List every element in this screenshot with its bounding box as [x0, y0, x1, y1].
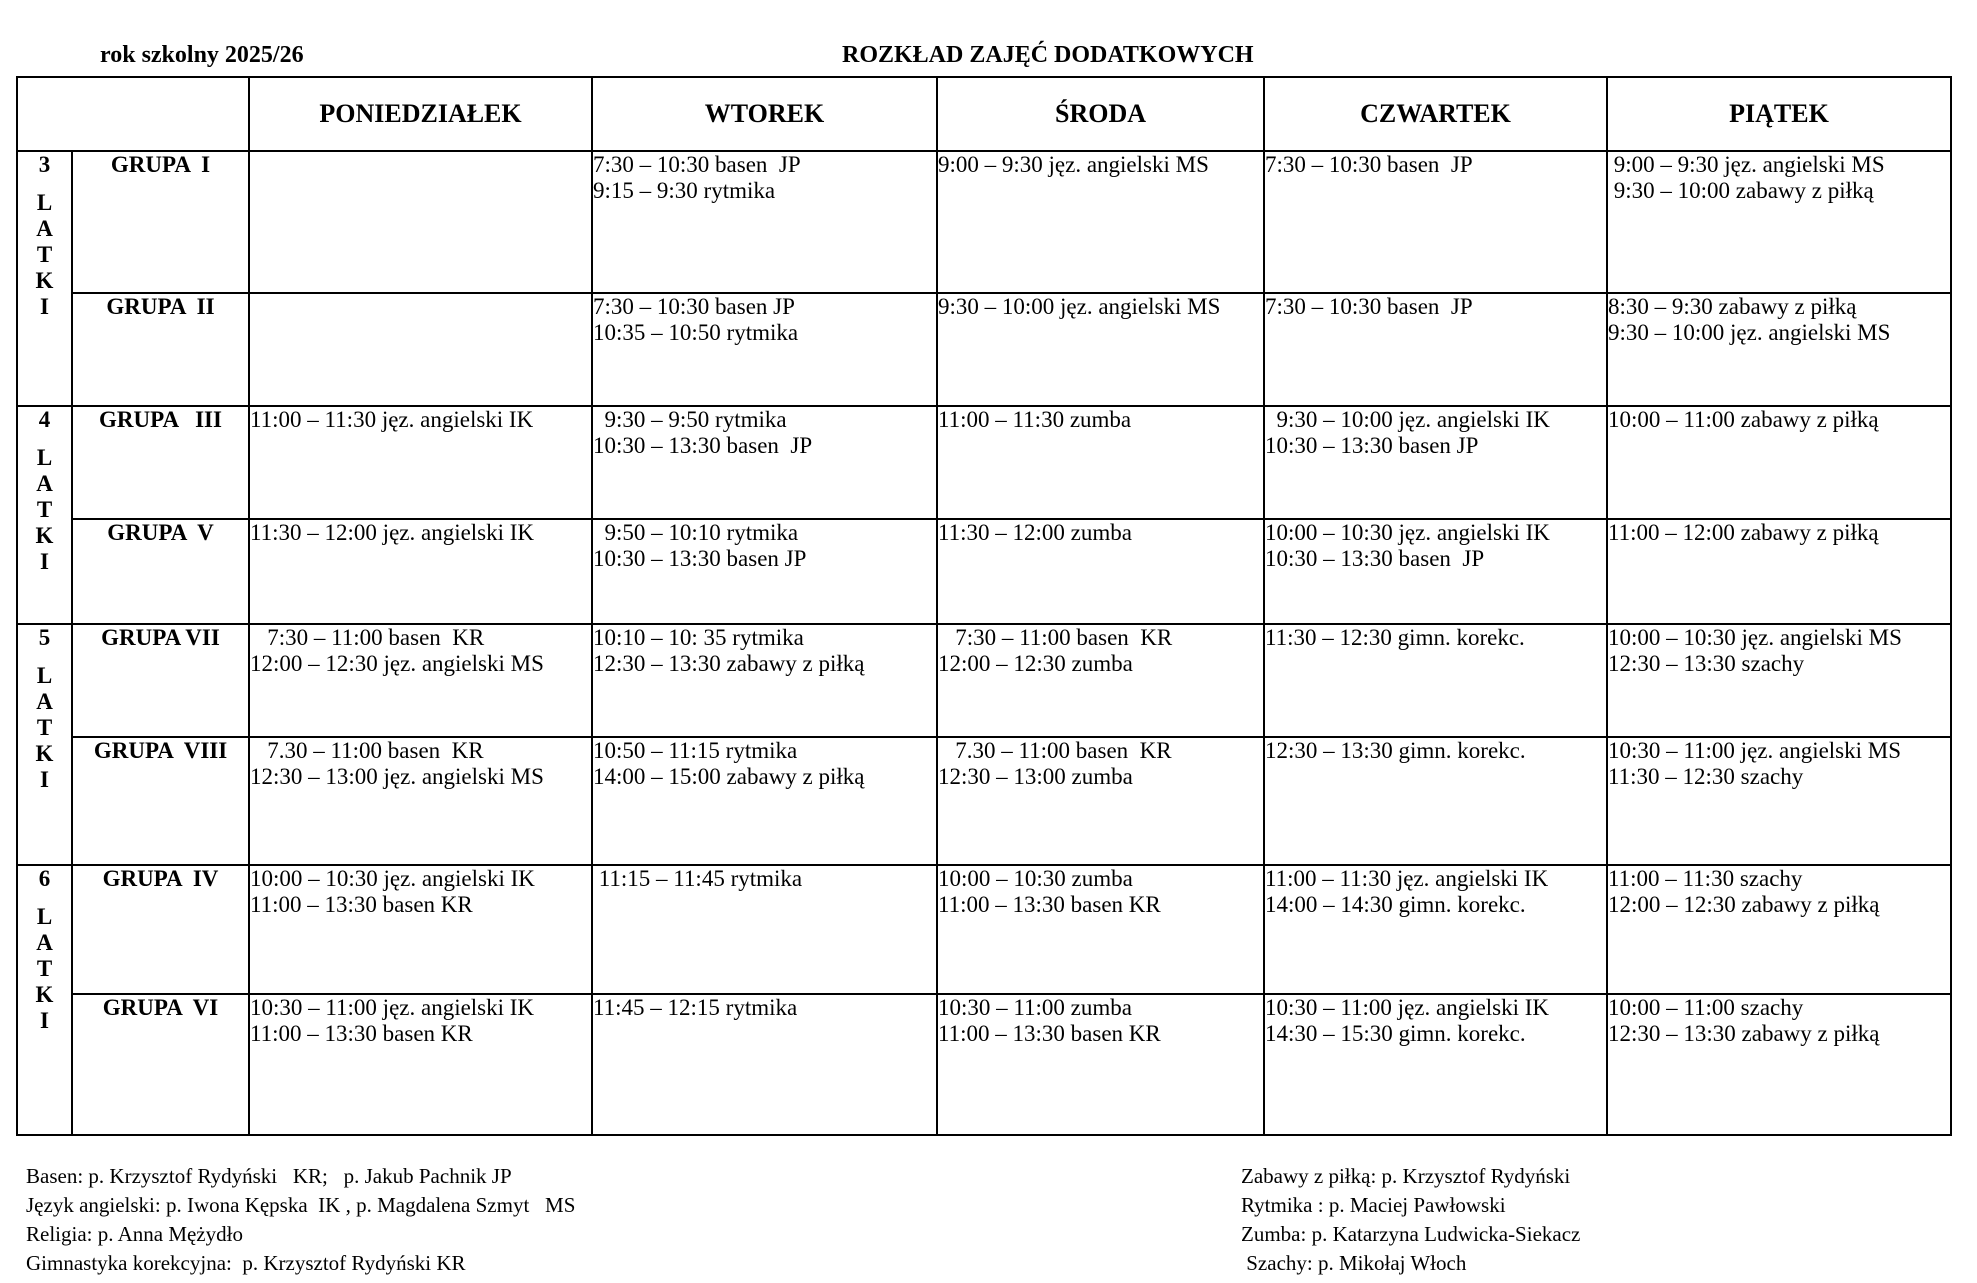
schedule-cell: [1607, 994, 1951, 1135]
activity-entry: 8:30 – 9:30 zabawy z piłką: [1608, 294, 1857, 320]
activity-entry: 12:30 – 13:30 szachy: [1608, 650, 1805, 676]
legend-left: [26, 1162, 575, 1278]
age-letter: K: [35, 523, 54, 549]
schedule-cell: [937, 293, 1264, 406]
page-title: ROZKŁAD ZAJĘĆ DODATKOWYCH: [842, 42, 1254, 68]
group-name: GRUPA VI: [72, 994, 249, 1135]
age-letter: K: [35, 981, 54, 1007]
schedule-cell: [1264, 737, 1607, 865]
schedule-cell: [249, 151, 592, 293]
activity-entry: 11:00 – 11:30 szachy: [1608, 865, 1803, 891]
activity-entry: 9:30 – 10:00 jęz. angielski IK: [1265, 407, 1550, 433]
activity-entry: 10:30 – 13:30 basen JP: [1265, 545, 1485, 571]
schedule-cell: [249, 994, 592, 1135]
activity-entry: 11:00 – 13:30 basen KR: [938, 1020, 1161, 1046]
activity-entry: 10:00 – 10:30 zumba: [938, 865, 1133, 891]
schedule-cell: [1264, 624, 1607, 737]
age-letter: T: [36, 955, 53, 981]
schedule-cell: [249, 293, 592, 406]
activity-entry: 10:30 – 13:30 basen JP: [593, 433, 813, 459]
schedule-cell: [1607, 737, 1951, 865]
activity-entry: 9:15 – 9:30 rytmika: [593, 178, 776, 203]
activity-entry: 14:00 – 15:00 zabawy z piłką: [593, 763, 865, 789]
activity-entry: 10:50 – 11:15 rytmika: [593, 737, 798, 763]
activity-entry: 12:30 – 13:30 zabawy z piłką: [1608, 1020, 1880, 1046]
day-header: CZWARTEK: [1264, 77, 1607, 151]
age-number: 4: [38, 407, 51, 433]
day-header: ŚRODA: [937, 77, 1264, 151]
school-year: rok szkolny 2025/26: [100, 42, 304, 68]
legend-line: Rytmika : p. Maciej Pawłowski: [1241, 1193, 1506, 1217]
age-letter: I: [40, 294, 49, 319]
activity-entry: 11:00 – 11:30 jęz. angielski IK: [250, 407, 534, 433]
schedule-cell: [592, 293, 937, 406]
activity-entry: 7.30 – 11:00 basen KR: [250, 737, 484, 763]
activity-entry: 7.30 – 11:00 basen KR: [938, 737, 1172, 763]
group-row: [17, 994, 1951, 1135]
age-letter: I: [40, 766, 49, 792]
schedule-cell: [592, 994, 937, 1135]
schedule-cell: [1264, 519, 1607, 624]
schedule-cell: [249, 406, 592, 519]
legend-line: Gimnastyka korekcyjna: p. Krzysztof Rydyński KR: [26, 1251, 466, 1275]
schedule-cell: [1607, 519, 1951, 624]
activity-entry: 12:00 – 12:30 zabawy z piłką: [1608, 891, 1880, 917]
group-row: [17, 624, 1951, 737]
schedule-cell: [1607, 151, 1951, 293]
age-label: [17, 406, 72, 624]
schedule-cell: [249, 519, 592, 624]
schedule-cell: [937, 994, 1264, 1135]
age-letter: I: [40, 549, 49, 575]
age-letter: A: [36, 688, 53, 714]
legend-line: Zabawy z piłką: p. Krzysztof Rydyński: [1241, 1164, 1571, 1188]
schedule-cell: [1264, 151, 1607, 293]
age-letter: A: [36, 216, 53, 241]
activity-entry: 11:30 – 12:30 szachy: [1608, 763, 1804, 789]
activity-entry: 11:00 – 11:30 zumba: [938, 407, 1132, 433]
age-letter: A: [36, 471, 53, 497]
age-letter: I: [40, 1007, 49, 1033]
schedule-cell: [937, 624, 1264, 737]
activity-entry: 11:00 – 13:30 basen KR: [250, 891, 473, 917]
age-letter: L: [36, 190, 53, 215]
legend-line: Język angielski: p. Iwona Kępska IK , p. Magdalena Szmyt MS: [26, 1193, 576, 1217]
activity-entry: 12:00 – 12:30 zumba: [938, 650, 1133, 676]
age-letter: T: [36, 497, 53, 523]
activity-entry: 10:30 – 11:00 jęz. angielski IK: [250, 994, 535, 1020]
schedule-cell: [1264, 865, 1607, 994]
activity-entry: 11:00 – 11:30 jęz. angielski IK: [1265, 865, 1549, 891]
day-header-row: [17, 77, 1951, 151]
schedule-cell: [1264, 406, 1607, 519]
age-label: [17, 151, 72, 406]
activity-entry: 10:00 – 10:30 jęz. angielski IK: [250, 865, 535, 891]
age-letter: T: [36, 714, 53, 740]
activity-entry: 12:30 – 13:00 zumba: [938, 763, 1133, 789]
corner-cell: [17, 77, 249, 151]
age-letter: A: [36, 929, 53, 955]
age-letter: L: [36, 903, 53, 929]
group-name: GRUPA VII: [72, 624, 249, 737]
legend-right: [1241, 1162, 1580, 1278]
activity-entry: 10:30 – 11:00 zumba: [938, 994, 1132, 1020]
activity-entry: 7:30 – 10:30 basen JP: [1265, 294, 1473, 320]
activity-entry: 9:00 – 9:30 jęz. angielski MS: [1608, 152, 1885, 177]
group-row: [17, 865, 1951, 994]
activity-entry: 11:30 – 12:00 zumba: [938, 519, 1132, 545]
age-letter: K: [35, 740, 54, 766]
activity-entry: 10:10 – 10: 35 rytmika: [593, 624, 804, 650]
schedule-cell: [1607, 293, 1951, 406]
activity-entry: 12:30 – 13:00 jęz. angielski MS: [250, 763, 544, 789]
schedule-cell: [937, 519, 1264, 624]
legend-line: Zumba: p. Katarzyna Ludwicka-Siekacz: [1241, 1222, 1581, 1246]
legend-line: Basen: p. Krzysztof Rydyński KR; p. Jakub Pachnik JP: [26, 1164, 512, 1188]
legend-line: Religia: p. Anna Mężydło: [26, 1222, 243, 1246]
activity-entry: 11:00 – 13:30 basen KR: [250, 1020, 473, 1046]
group-row: [17, 293, 1951, 406]
activity-entry: 9:30 – 10:00 jęz. angielski MS: [938, 294, 1221, 320]
schedule-cell: [592, 519, 937, 624]
schedule-cell: [937, 737, 1264, 865]
activity-entry: 12:30 – 13:30 gimn. korekc.: [1265, 737, 1526, 763]
age-label: [17, 624, 72, 865]
group-name: GRUPA I: [72, 151, 249, 293]
schedule-cell: [1607, 865, 1951, 994]
activity-entry: 11:00 – 13:30 basen KR: [938, 891, 1161, 917]
activity-entry: 12:00 – 12:30 jęz. angielski MS: [250, 650, 544, 676]
age-letter: T: [36, 242, 53, 267]
schedule-cell: [592, 737, 937, 865]
activity-entry: 7:30 – 10:30 basen JP: [1265, 152, 1473, 177]
group-row: [17, 151, 1951, 293]
age-label: [17, 865, 72, 1135]
activity-entry: 10:30 – 11:00 jęz. angielski IK: [1265, 994, 1550, 1020]
activity-entry: 14:00 – 14:30 gimn. korekc.: [1265, 891, 1526, 917]
group-row: [17, 406, 1951, 519]
group-name: GRUPA IV: [72, 865, 249, 994]
schedule-cell: [249, 624, 592, 737]
activity-entry: 10:30 – 11:00 jęz. angielski MS: [1608, 737, 1902, 763]
schedule-cell: [1607, 624, 1951, 737]
age-letter: K: [35, 268, 54, 293]
day-header: WTOREK: [592, 77, 937, 151]
activity-entry: 7:30 – 10:30 basen JP: [593, 152, 801, 177]
age-letter: L: [36, 445, 53, 471]
activity-entry: 10:00 – 11:00 zabawy z piłką: [1608, 407, 1879, 433]
schedule-cell: [592, 151, 937, 293]
schedule-cell: [937, 865, 1264, 994]
schedule-cell: [592, 865, 937, 994]
group-name: GRUPA II: [72, 293, 249, 406]
activity-entry: 10:00 – 11:00 szachy: [1608, 994, 1804, 1020]
schedule-cell: [1264, 994, 1607, 1135]
age-number: 6: [38, 865, 51, 891]
activity-entry: 11:15 – 11:45 rytmika: [593, 865, 803, 891]
schedule-cell: [249, 737, 592, 865]
schedule-cell: [937, 406, 1264, 519]
schedule-cell: [592, 406, 937, 519]
schedule-table: [16, 76, 1952, 1136]
group-name: GRUPA V: [72, 519, 249, 624]
group-name: GRUPA VIII: [72, 737, 249, 865]
group-row: [17, 519, 1951, 624]
activity-entry: 7:30 – 11:00 basen KR: [938, 624, 1173, 650]
schedule-cell: [937, 151, 1264, 293]
schedule-cell: [1264, 293, 1607, 406]
age-letter: L: [36, 662, 53, 688]
activity-entry: 11:00 – 12:00 zabawy z piłką: [1608, 519, 1879, 545]
activity-entry: 14:30 – 15:30 gimn. korekc.: [1265, 1020, 1526, 1046]
activity-entry: 10:30 – 13:30 basen JP: [593, 545, 807, 571]
schedule-cell: [592, 624, 937, 737]
day-header: PIĄTEK: [1607, 77, 1951, 151]
activity-entry: 10:35 – 10:50 rytmika: [593, 320, 799, 346]
activity-entry: 11:30 – 12:00 jęz. angielski IK: [250, 519, 535, 545]
activity-entry: 11:45 – 12:15 rytmika: [593, 994, 798, 1020]
activity-entry: 10:30 – 13:30 basen JP: [1265, 433, 1479, 459]
day-header: PONIEDZIAŁEK: [249, 77, 592, 151]
schedule-cell: [1607, 406, 1951, 519]
age-number: 5: [38, 624, 51, 650]
activity-entry: 9:00 – 9:30 jęz. angielski MS: [938, 152, 1209, 177]
activity-entry: 12:30 – 13:30 zabawy z piłką: [593, 650, 865, 676]
activity-entry: 9:50 – 10:10 rytmika: [593, 519, 799, 545]
activity-entry: 9:30 – 9:50 rytmika: [593, 407, 787, 433]
activity-entry: 11:30 – 12:30 gimn. korekc.: [1265, 624, 1525, 650]
group-name: GRUPA III: [72, 406, 249, 519]
age-number: 3: [38, 152, 51, 177]
schedule-cell: [249, 865, 592, 994]
activity-entry: 9:30 – 10:00 jęz. angielski MS: [1608, 320, 1891, 346]
activity-entry: 7:30 – 10:30 basen JP: [593, 294, 795, 320]
activity-entry: 9:30 – 10:00 zabawy z piłką: [1608, 178, 1874, 203]
activity-entry: 10:00 – 10:30 jęz. angielski MS: [1608, 624, 1902, 650]
legend-line: Szachy: p. Mikołaj Włoch: [1241, 1251, 1467, 1275]
activity-entry: 7:30 – 11:00 basen KR: [250, 624, 485, 650]
activity-entry: 10:00 – 10:30 jęz. angielski IK: [1265, 519, 1550, 545]
group-row: [17, 737, 1951, 865]
